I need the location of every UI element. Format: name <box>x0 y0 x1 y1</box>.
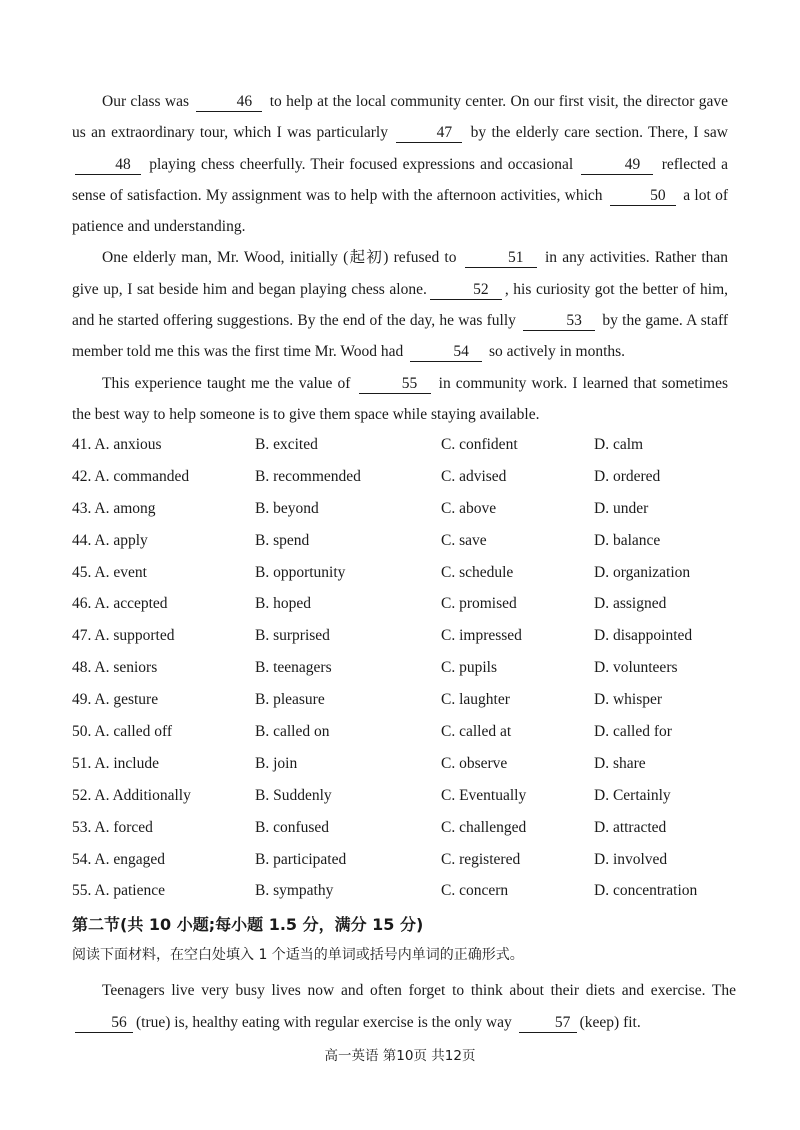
blank-55: 55 <box>359 375 431 394</box>
option-row-51 <box>72 749 732 781</box>
option-a: 49. A. gesture <box>72 691 159 709</box>
option-a: 47. A. supported <box>72 627 175 645</box>
option-c: C. called at <box>441 723 512 741</box>
option-b: B. hoped <box>255 595 311 613</box>
option-c: C. Eventually <box>441 786 527 804</box>
text: in community work. I learned that sometimes the best way to help someone is to give them space while staying available. <box>72 374 728 423</box>
option-a: 48. A. seniors <box>72 659 158 677</box>
text: Our class was <box>102 93 190 110</box>
option-d: D. calm <box>594 436 644 453</box>
option-row-48 <box>72 653 732 685</box>
text: by the game. A staff member told me this was the first time Mr. Wood had <box>72 312 728 361</box>
blank-53: 53 <box>523 312 595 331</box>
option-b: B. sympathy <box>255 882 334 900</box>
option-a: 52. A. Additionally <box>72 786 191 804</box>
text: a lot of patience and understanding. <box>72 186 729 236</box>
option-row-52 <box>72 781 732 813</box>
option-a: 54. A. engaged <box>72 850 165 868</box>
option-d: D. attracted <box>594 818 667 836</box>
grammar-passage <box>72 975 736 1039</box>
cloze-passage <box>72 86 728 430</box>
option-row-54 <box>72 845 732 877</box>
option-c: C. schedule <box>441 563 514 581</box>
text: , his curiosity got the better of him, and he started offering suggestions. By the end of the day, he was fully <box>72 280 729 330</box>
option-row-43 <box>72 494 732 526</box>
blank-47: 47 <box>396 124 462 143</box>
option-d: D. organization <box>594 563 691 581</box>
option-d: D. concentration <box>594 882 698 900</box>
option-row-45 <box>72 558 732 590</box>
text: by the elderly care section. There, I saw <box>470 124 728 142</box>
option-d: D. ordered <box>594 467 661 485</box>
option-a: 53. A. forced <box>72 818 153 836</box>
text: (true) is, healthy eating with regular exercise is the only way <box>136 1014 512 1031</box>
text: One elderly man, Mr. Wood, initially (起初) refused to <box>102 249 457 267</box>
option-d: D. volunteers <box>594 659 678 677</box>
blank-48: 48 <box>75 156 141 175</box>
blank-49: 49 <box>581 156 653 175</box>
option-b: B. beyond <box>255 499 319 517</box>
text: to help at the local community center. On our first visit, the director gave us an extraordinary tour, which I was particularly <box>72 93 729 142</box>
option-b: B. join <box>255 754 298 772</box>
option-d: D. Certainly <box>594 786 671 804</box>
option-c: C. pupils <box>441 659 497 677</box>
option-c: C. promised <box>441 595 517 613</box>
paragraph-3 <box>72 368 728 431</box>
option-c: C. laughter <box>441 691 510 709</box>
option-row-44 <box>72 526 732 558</box>
option-a: 44. A. apply <box>72 531 148 549</box>
option-row-47 <box>72 621 732 653</box>
option-c: C. concern <box>441 882 509 900</box>
option-a: 45. A. event <box>72 563 147 581</box>
answer-options <box>72 430 732 908</box>
option-d: D. balance <box>594 531 661 549</box>
option-row-42 <box>72 462 732 494</box>
text: playing chess cheerfully. Their focused expressions and occasional <box>149 155 574 173</box>
option-b: B. excited <box>255 436 318 453</box>
blank-57: 57 <box>519 1014 577 1033</box>
blank-52: 52 <box>430 281 502 300</box>
option-d: D. share <box>594 754 646 772</box>
option-d: D. called for <box>594 723 672 741</box>
option-b: B. Suddenly <box>255 786 332 804</box>
option-b: B. participated <box>255 850 347 868</box>
page-footer: 高一英语 第10页 共12页 <box>324 1048 476 1064</box>
option-b: B. teenagers <box>255 659 332 677</box>
paragraph-2 <box>72 242 728 367</box>
blank-51: 51 <box>465 249 537 268</box>
text: (keep) fit. <box>579 1014 641 1031</box>
option-row-46 <box>72 589 732 621</box>
option-a: 51. A. include <box>72 754 159 772</box>
text: so actively in months. <box>489 343 626 361</box>
option-row-50 <box>72 717 732 749</box>
option-c: C. registered <box>441 850 521 868</box>
option-c: C. save <box>441 531 487 549</box>
option-a: 46. A. accepted <box>72 595 168 613</box>
option-a: 50. A. called off <box>72 723 173 741</box>
option-d: D. involved <box>594 850 668 868</box>
option-a: 41. A. anxious <box>72 436 162 453</box>
option-d: D. whisper <box>594 691 663 709</box>
option-c: C. observe <box>441 754 508 772</box>
blank-46: 46 <box>196 93 262 112</box>
option-c: C. impressed <box>441 627 522 645</box>
blank-54: 54 <box>410 343 482 362</box>
option-b: B. opportunity <box>255 563 346 581</box>
text: This experience taught me the value of <box>102 374 351 392</box>
text: in any activities. Rather than give up, I sat beside him and began playing chess alone. <box>72 249 729 298</box>
option-c: C. challenged <box>441 818 527 836</box>
paragraph-1 <box>72 975 736 1039</box>
option-d: D. disappointed <box>594 627 693 645</box>
option-a: 42. A. commanded <box>72 467 190 485</box>
option-b: B. pleasure <box>255 691 325 709</box>
section-instruction: 阅读下面材料，在空白处填入 1 个适当的单词或括号内单词的正确形式。 <box>72 947 524 963</box>
option-c: C. confident <box>441 436 518 453</box>
option-b: B. confused <box>255 818 330 836</box>
section-title: 第二节(共 10 小题;每小题 1.5 分，满分 15 分) <box>72 915 424 934</box>
option-d: D. assigned <box>594 595 667 613</box>
blank-56: 56 <box>75 1014 133 1033</box>
option-d: D. under <box>594 499 649 517</box>
blank-50: 50 <box>610 187 676 206</box>
option-a: 43. A. among <box>72 499 156 517</box>
option-row-53 <box>72 813 732 845</box>
option-row-55 <box>72 876 732 908</box>
option-b: B. spend <box>255 531 310 549</box>
option-b: B. recommended <box>255 467 361 485</box>
option-row-49 <box>72 685 732 717</box>
paragraph-1 <box>72 86 728 242</box>
option-c: C. advised <box>441 467 507 485</box>
option-c: C. above <box>441 499 497 517</box>
text: Teenagers live very busy lives now and often forget to think about their diets and exercise. The <box>102 982 736 999</box>
option-b: B. surprised <box>255 627 330 645</box>
option-row-41 <box>72 430 732 462</box>
option-b: B. called on <box>255 723 330 741</box>
text: reflected a sense of satisfaction. My assignment was to help with the afternoon activities, which <box>72 155 729 204</box>
option-a: 55. A. patience <box>72 882 165 900</box>
